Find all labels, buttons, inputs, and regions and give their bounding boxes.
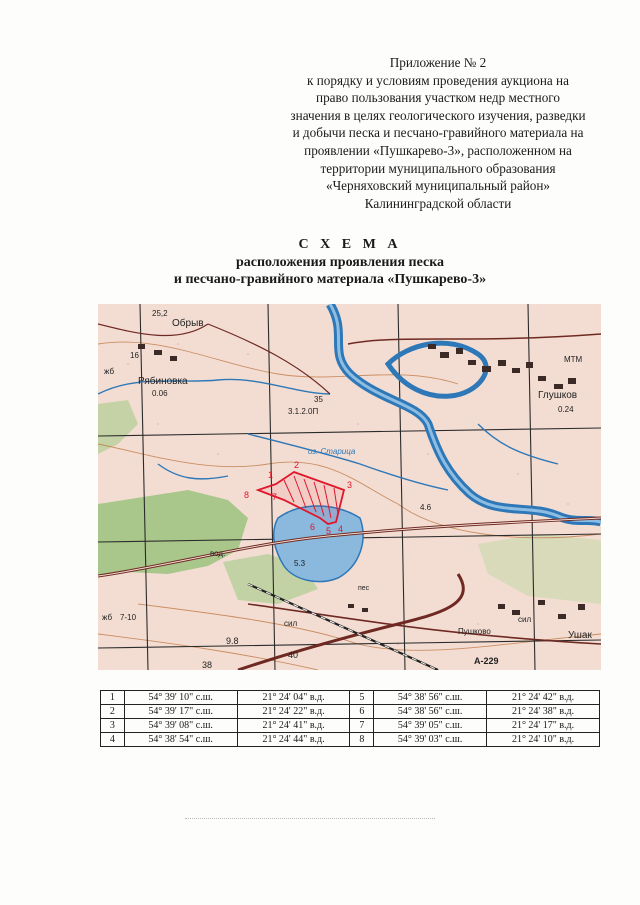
latitude: 54° 39' 05" с.ш. [374, 719, 487, 733]
label-elevation: 9.8 [226, 636, 239, 646]
point-label-2: 2 [294, 460, 300, 470]
label-vod: вод. [210, 549, 226, 558]
label-pushkovo: Пушково [458, 627, 491, 636]
point-label-1: 1 [268, 470, 274, 480]
appendix-header [246, 54, 630, 212]
label-obryv: Обрыв [172, 318, 204, 329]
label-ryabinovka: Рябиновка [138, 376, 188, 387]
table-row [101, 705, 600, 719]
latitude: 54° 39' 03" с.ш. [374, 733, 487, 747]
point-number: 5 [350, 691, 374, 705]
label-elevation: 0.24 [558, 405, 574, 414]
longitude: 21° 24' 22" в.д. [237, 705, 350, 719]
coordinates-table [100, 690, 600, 747]
label-elevation: 0.06 [152, 389, 168, 398]
point-label-3: 3 [347, 480, 353, 490]
label-elevation: 3.1.2.0П [288, 407, 319, 416]
point-label-8: 8 [244, 490, 250, 500]
label-pes: пес [358, 585, 370, 592]
point-number: 2 [101, 705, 125, 719]
label-ushako: Ушак [568, 630, 592, 641]
point-number: 8 [350, 733, 374, 747]
longitude: 21° 24' 38" в.д. [487, 705, 600, 719]
appendix-line: территории муниципального образования [320, 160, 556, 176]
latitude: 54° 39' 10" с.ш. [124, 691, 237, 705]
latitude: 54° 38' 56" с.ш. [374, 691, 487, 705]
point-number: 1 [101, 691, 125, 705]
scan-artifact [185, 818, 435, 820]
longitude: 21° 24' 04" в.д. [237, 691, 350, 705]
longitude: 21° 24' 41" в.д. [237, 719, 350, 733]
longitude: 21° 24' 17" в.д. [487, 719, 600, 733]
label-elevation: 7-10 [120, 613, 137, 622]
appendix-line: проявлении «Пушкарево-3», расположенном на [304, 142, 572, 158]
label-lake: оз. Старица [308, 447, 356, 456]
label-bridge: жб [102, 613, 113, 622]
point-number: 3 [101, 719, 125, 733]
point-label-4: 4 [338, 524, 344, 534]
appendix-line: к порядку и условиям проведения аукциона на [307, 72, 569, 88]
point-number: 6 [350, 705, 374, 719]
appendix-line: и добычи песка и песчано-гравийного материала на [292, 125, 584, 141]
latitude: 54° 38' 54" с.ш. [124, 733, 237, 747]
table-row [101, 719, 600, 733]
appendix-line: право пользования участком недр местного [316, 90, 560, 106]
map-canvas [98, 304, 601, 670]
label-sil: сил [284, 619, 298, 628]
appendix-line: значения в целях геологического изучения, разведки [290, 107, 586, 123]
label-elevation: 16 [130, 351, 139, 360]
longitude: 21° 24' 10" в.д. [487, 733, 600, 747]
table-row [101, 733, 600, 747]
label-glushkovo: Глушков [538, 390, 578, 401]
appendix-line: Калининградской области [364, 195, 512, 211]
label-bridge: жб [104, 367, 115, 376]
schema-title: С Х Е М А [298, 237, 402, 252]
point-number: 4 [101, 733, 125, 747]
point-number: 7 [350, 719, 374, 733]
latitude: 54° 39' 17" с.ш. [124, 705, 237, 719]
label-mtm: МТМ [564, 355, 583, 364]
label-sil: сил [518, 615, 532, 624]
longitude: 21° 24' 42" в.д. [487, 691, 600, 705]
label-elevation: 5.3 [294, 559, 306, 568]
schema-subtitle: расположения проявления песка [235, 255, 445, 270]
topographic-map [98, 304, 601, 670]
appendix-line: Приложение № 2 [389, 55, 487, 70]
latitude: 54° 38' 56" с.ш. [374, 705, 487, 719]
point-label-6: 6 [310, 522, 316, 532]
appendix-line: «Черняховский муниципальный район» [325, 178, 551, 194]
table-row [101, 691, 600, 705]
latitude: 54° 39' 08" с.ш. [124, 719, 237, 733]
label-elevation: 4.6 [420, 503, 432, 512]
label-elevation: 35 [314, 395, 323, 404]
longitude: 21° 24' 44" в.д. [237, 733, 350, 747]
label-road: А-229 [474, 656, 499, 666]
label-elevation: 25,2 [152, 309, 168, 318]
schema-subtitle: и песчано-гравийного материала «Пушкарево-3» [173, 272, 487, 287]
label-elevation: 40 [288, 650, 299, 660]
point-label-7: 7 [272, 492, 278, 502]
label-elevation: 38 [202, 660, 213, 670]
point-label-5: 5 [326, 526, 332, 536]
